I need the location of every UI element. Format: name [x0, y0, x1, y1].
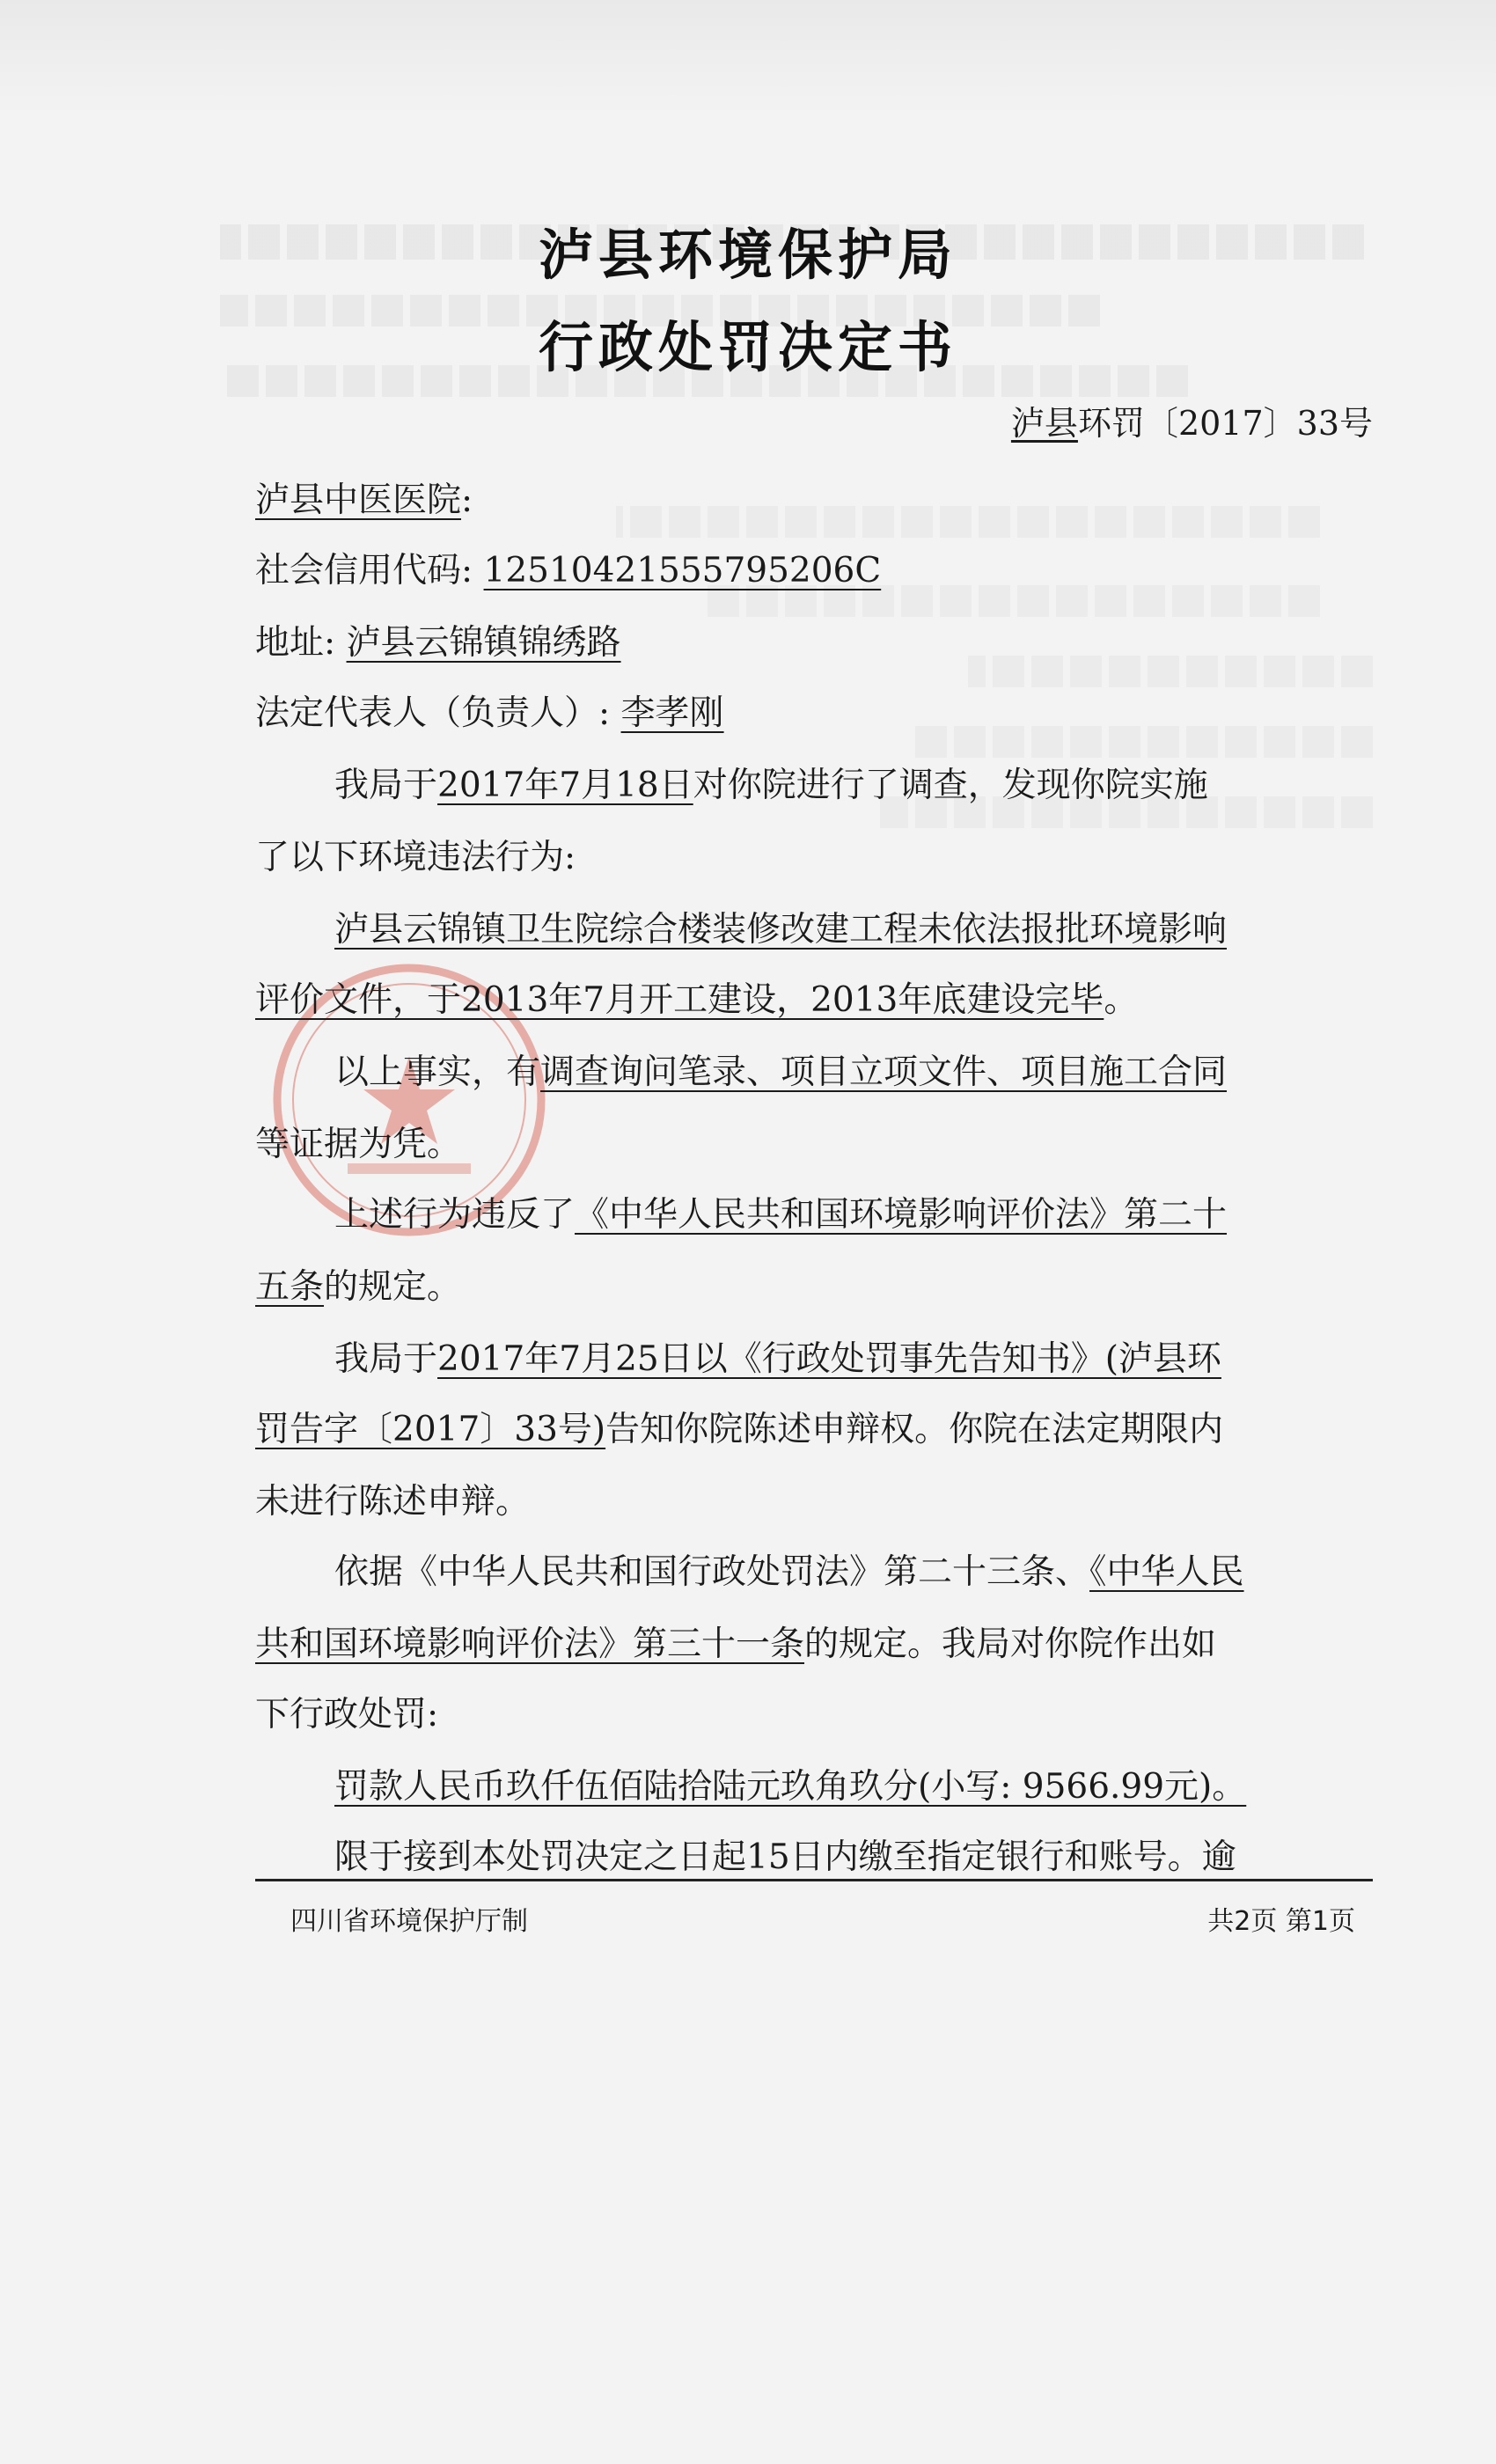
document-org-title: 泸县环境保护局 [538, 223, 957, 287]
investigation-date: 2017年7月18日 [437, 766, 693, 805]
text-span: 对你院进行了调查，发现你院实施 [693, 766, 1208, 805]
footer-issuer: 四川省环境保护厅制 [290, 1906, 528, 1937]
violation-text: 泸县云锦镇卫生院综合楼装修改建工程未依法报批环境影响 [334, 910, 1228, 950]
notice-reference: 罚告字〔2017〕33号) [255, 1410, 606, 1449]
penalty-amount: 罚款人民币玖仟伍佰陆拾陆元玖角玖分(小写: 9566.99元)。 [334, 1767, 1247, 1807]
text-span: 。 [1104, 980, 1139, 1020]
evidence-text: 调查询问笔录、项目立项文件、项目施工合同 [540, 1052, 1228, 1092]
recipient-name-suffix: : [461, 480, 473, 520]
law-reference: 《中华人民共和国环境影响评价法》第二十 [575, 1195, 1228, 1235]
notice-reference: 2017年7月25日以《行政处罚事先告知书》(泸县环 [437, 1339, 1221, 1379]
text-span: 以上事实，有 [334, 1052, 541, 1092]
recipient-name-line [255, 473, 1373, 522]
text-span: 上述行为违反了 [334, 1195, 576, 1235]
text-span: 的规定。我局对你院作出如 [804, 1624, 1217, 1664]
text-span: 我局于 [334, 766, 438, 805]
legal-rep-value: 李孝刚 [620, 693, 724, 733]
text-span: 的规定。 [324, 1267, 462, 1307]
law-reference: 共和国环境影响评价法》第三十一条 [255, 1624, 805, 1664]
paragraph-line [334, 758, 1452, 807]
document-number-prefix: 泸县 [1010, 404, 1078, 443]
law-reference: 《中华人民 [1089, 1552, 1244, 1592]
paragraph-line [255, 1402, 1373, 1451]
paragraph-line: 了以下环境违法行为: [255, 838, 576, 877]
paragraph-line: 下行政处罚: [255, 1695, 439, 1734]
footer-divider [255, 1879, 1373, 1881]
penalty-line [334, 1759, 1452, 1808]
paragraph-line: 未进行陈述申辩。 [255, 1482, 531, 1522]
text-span: 依据《中华人民共和国行政处罚法》第二十三条、 [334, 1552, 1090, 1592]
paragraph-line [255, 1617, 1373, 1666]
violation-text: 评价文件，于2013年7月开工建设，2013年底建设完毕 [255, 980, 1104, 1020]
footer-page-count: 共2页 第1页 [1207, 1906, 1355, 1937]
credit-code-value: 12510421555795206C [483, 551, 882, 590]
recipient-name: 泸县中医医院 [255, 480, 462, 520]
text-span: 告知你院陈述申辩权。你院在法定期限内 [605, 1410, 1224, 1449]
document-type-title: 行政处罚决定书 [538, 315, 957, 379]
paragraph-line [334, 1187, 1452, 1236]
paragraph-line: 等证据为凭。 [255, 1125, 462, 1164]
document-number [915, 396, 1373, 444]
law-reference: 五条 [255, 1267, 325, 1307]
paragraph-line [334, 1544, 1452, 1594]
paragraph-line [334, 1331, 1452, 1381]
paragraph-line [255, 972, 1373, 1022]
document-number-rest: 环罚〔2017〕33号 [1077, 404, 1373, 443]
address-line [255, 615, 1373, 664]
address-value: 泸县云锦镇锦绣路 [346, 623, 621, 663]
credit-code-line [255, 543, 1373, 592]
text-span: 我局于 [334, 1339, 438, 1379]
paragraph-line [255, 1259, 1373, 1309]
address-label: 地址: [255, 623, 336, 663]
paragraph-line [334, 902, 1452, 951]
legal-rep-line [255, 686, 1373, 735]
paragraph-line [334, 1045, 1452, 1094]
credit-code-label: 社会信用代码: [255, 551, 473, 590]
paragraph-line: 限于接到本处罚决定之日起15日内缴至指定银行和账号。逾 [334, 1837, 1236, 1877]
legal-rep-label: 法定代表人（负责人）: [255, 693, 611, 733]
